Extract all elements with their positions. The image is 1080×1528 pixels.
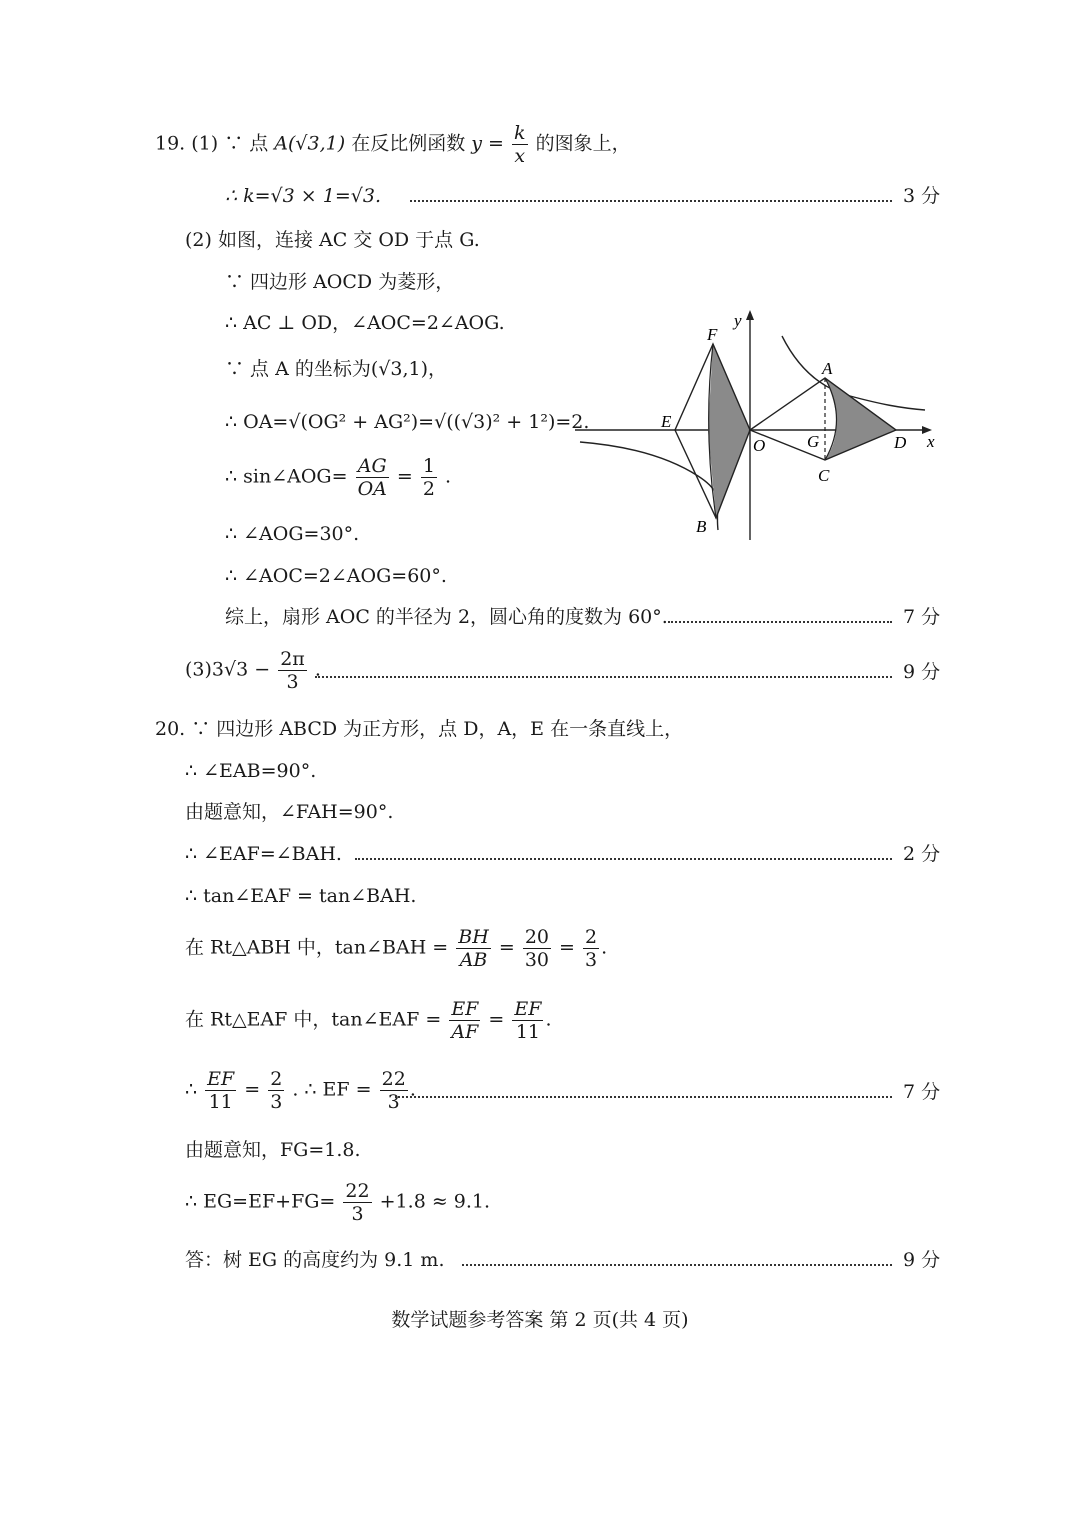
q20-line-10-num: 22 [345, 1180, 370, 1202]
q19-perp-line: ∴ AC ⊥ OD，∠AOC=2∠AOG. [225, 312, 505, 334]
q20-line-10-den: 3 [351, 1203, 364, 1225]
q19-figure [570, 308, 950, 548]
q20-line-6-frac1-num: BH [458, 926, 489, 948]
q20-line-7-frac2 [512, 998, 543, 1043]
q19-summary-line: 综上，扇形 AOC 的半径为 2，圆心角的度数为 60°. [225, 606, 668, 628]
q20-line-4-dots [355, 858, 892, 860]
q19-func-fraction [512, 122, 528, 167]
q20-line-8-dots [395, 1096, 892, 1098]
q19-part2-intro: (2) 如图，连接 AC 交 OD 于点 G. [185, 229, 480, 251]
q20-line-7-prefix: 在 Rt△EAF 中，tan∠EAF = [185, 1008, 442, 1031]
q19-part3-num: 2π [280, 648, 305, 670]
q19-part1-mid: 在反比例函数 [351, 132, 466, 155]
q19-k-dots [410, 200, 892, 202]
q20-line-7-frac1-den: AF [451, 1021, 479, 1043]
q19-sin-frac1-den: OA [357, 478, 387, 500]
q20-line-9: 由题意知，FG=1.8. [185, 1139, 361, 1161]
label-d: D [894, 433, 907, 452]
q20-line-6: 在 Rt△ABH 中，tan∠BAH = $\frac{BH}{AB}$ = $\frac{20}{30}$ = $\frac{2}{3}$ . [185, 926, 608, 971]
q20-line-8: ∴ $\frac{EF}{11}$ = $\frac{2}{3}$ . ∴ EF = $\frac{22}{3}$ . [185, 1068, 416, 1113]
q20-line-8-frac3-num: 22 [381, 1068, 406, 1090]
q19-aog-line: ∴ ∠AOG=30°. [225, 523, 360, 545]
q20-answer-dots [462, 1264, 892, 1266]
q20-line-6-frac3-den: 3 [585, 949, 598, 971]
q19-sin-frac2-den: 2 [422, 478, 435, 500]
q20-line-6-frac3 [583, 926, 599, 971]
q19-coord-line: ∵ 点 A 的坐标为(√3,1)， [225, 358, 447, 380]
label-g: G [807, 432, 820, 451]
q19-sin-frac2-num: 1 [422, 455, 435, 477]
label-y: y [734, 311, 742, 330]
q19-part3-den: 3 [286, 671, 299, 693]
q19-part1-label: 19. (1) ∵ 点 [155, 132, 269, 155]
q20-line-6-frac2-num: 20 [524, 926, 549, 948]
q20-line-6-frac2 [523, 926, 551, 971]
q19-part1-statement [155, 122, 631, 167]
q20-line-10-prefix: ∴ EG=EF+FG= [185, 1190, 336, 1213]
label-e: E [661, 412, 672, 431]
q19-k-score: 3 分 [903, 185, 941, 207]
q20-line-6-prefix: 在 Rt△ABH 中，tan∠BAH = [185, 936, 449, 959]
q19-sin-end: . [445, 465, 452, 488]
label-b: B [696, 517, 707, 536]
q20-line-10 [185, 1180, 490, 1225]
q20-line-6-frac3-num: 2 [585, 926, 598, 948]
q20-answer-score: 9 分 [903, 1249, 941, 1271]
q20-line-8-frac1-num: EF [207, 1068, 235, 1090]
q20-line-8-frac2 [268, 1068, 284, 1113]
q20-line-8-frac3 [380, 1068, 408, 1113]
q20-line-1: 20. ∵ 四边形 ABCD 为正方形，点 D，A，E 在一条直线上， [155, 718, 684, 740]
q19-func-numerator: k [514, 122, 526, 144]
q19-part3-score: 9 分 [903, 661, 941, 683]
q20-line-5: ∴ tan∠EAF = tan∠BAH. [185, 885, 417, 907]
q20-line-8-frac1-den: 11 [208, 1091, 233, 1113]
q20-line-8-score: 7 分 [903, 1081, 941, 1103]
q19-sin-frac1 [356, 455, 389, 500]
q20-answer-line: 答：树 EG 的高度约为 9.1 m. [185, 1249, 445, 1271]
q20-line-6-frac1 [456, 926, 491, 971]
q19-sin-line [225, 455, 451, 500]
q20-line-7: 在 Rt△EAF 中，tan∠EAF = $\frac{EF}{AF}$ = $\frac{EF}{11}$ . [185, 998, 552, 1043]
page-footer: 数学试题参考答案 第 2 页(共 4 页) [391, 1309, 689, 1331]
label-a: A [822, 359, 833, 378]
q20-line-2: ∴ ∠EAB=90°. [185, 760, 317, 782]
q19-part3-prefix: (3)3√3 − [185, 658, 271, 681]
q20-line-6-frac1-den: AB [459, 949, 488, 971]
label-c: C [818, 466, 830, 485]
q19-part3-frac [278, 648, 307, 693]
q20-line-7-frac1 [449, 998, 480, 1043]
q20-line-3: 由题意知，∠FAH=90°. [185, 801, 394, 823]
q19-sin-prefix: ∴ sin∠AOG= [225, 465, 348, 488]
q19-sin-equals: = [396, 465, 413, 488]
q20-line-8-mid: . ∴ EF = [292, 1078, 372, 1101]
q19-part3-line [185, 648, 321, 693]
label-x: x [927, 432, 935, 451]
q19-point-a: A(√3,1) [274, 132, 346, 155]
q19-summary-dots [668, 621, 892, 623]
q19-aoc-line: ∴ ∠AOC=2∠AOG=60°. [225, 565, 447, 587]
q19-sin-frac2 [421, 455, 437, 500]
y-axis-arrow [746, 310, 754, 320]
right-shaded-region [825, 378, 896, 460]
q19-oa-line: ∴ OA=√(OG² + AG²)=√((√3)² + 1²)=2. [225, 411, 590, 433]
q20-line-8-frac1 [205, 1068, 236, 1113]
q20-line-8-frac2-num: 2 [270, 1068, 283, 1090]
q19-summary-score: 7 分 [903, 606, 941, 628]
q20-line-4-score: 2 分 [903, 843, 941, 865]
q20-line-10-frac [343, 1180, 371, 1225]
q20-line-7-frac2-num: EF [514, 998, 542, 1020]
q19-sin-frac1-num: AG [356, 455, 389, 478]
left-shaded-region [708, 344, 750, 518]
q20-line-10-post: +1.8 ≈ 9.1. [379, 1190, 491, 1213]
q19-part3-end: . [314, 658, 321, 681]
q19-part1-tail: 的图象上， [535, 132, 631, 155]
q20-line-7-frac1-num: EF [451, 998, 479, 1020]
label-f: F [707, 325, 718, 344]
q20-line-7-frac2-den: 11 [515, 1021, 540, 1043]
q19-func-y: y = [471, 132, 504, 155]
q19-rhombus-line: ∵ 四边形 AOCD 为菱形， [225, 271, 455, 293]
q19-k-line: ∴ k=√3 × 1=√3. [225, 185, 381, 207]
q20-line-8-frac2-den: 3 [270, 1091, 283, 1113]
q20-line-6-frac2-den: 30 [524, 949, 549, 971]
q19-func-denominator: x [514, 145, 526, 167]
q20-line-8-frac3-den: 3 [387, 1091, 400, 1113]
q20-line-4: ∴ ∠EAF=∠BAH. [185, 843, 342, 865]
label-o: O [753, 436, 766, 455]
q20-line-8-prefix: ∴ [185, 1078, 198, 1101]
q19-part3-dots [315, 676, 892, 678]
